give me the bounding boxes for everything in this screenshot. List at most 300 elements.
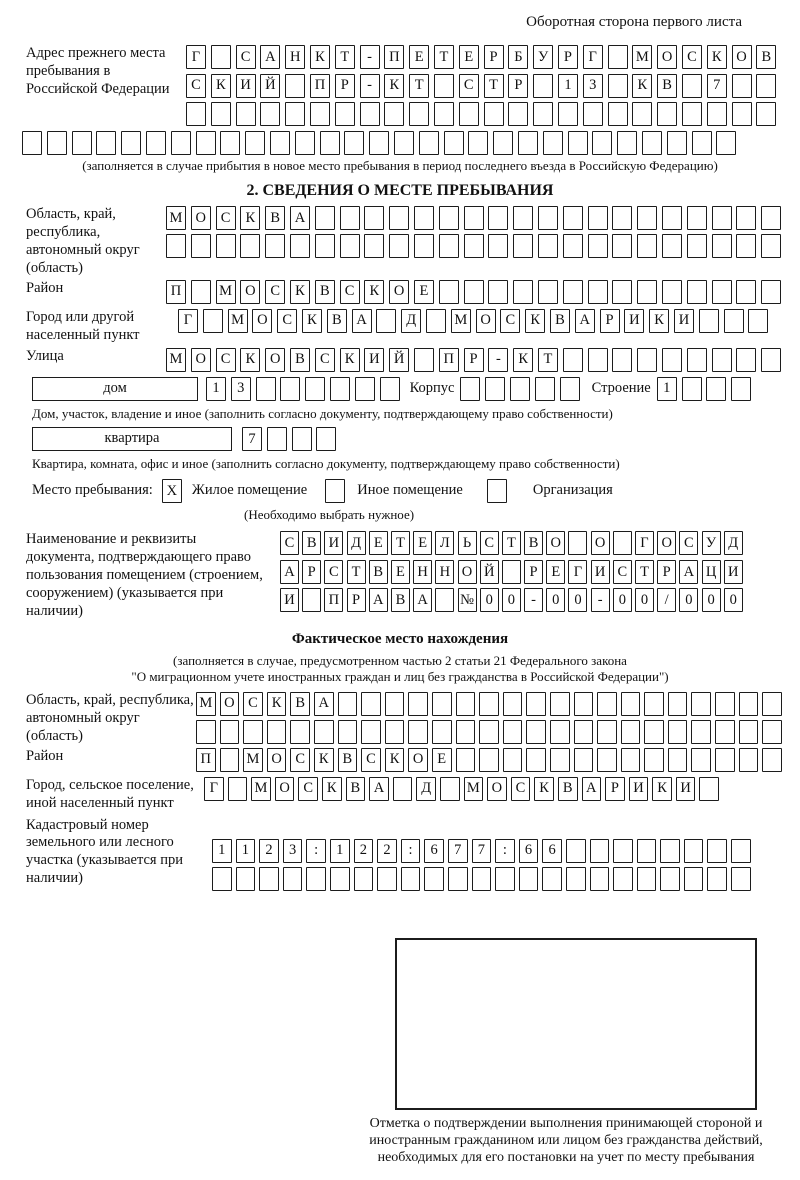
char-cell[interactable]: Р bbox=[484, 45, 504, 69]
char-cell[interactable]: 1 bbox=[236, 839, 256, 863]
char-cell[interactable] bbox=[558, 102, 578, 126]
char-cell[interactable] bbox=[191, 234, 211, 258]
char-cell[interactable]: Т bbox=[502, 531, 521, 555]
checkbox-other-premises[interactable] bbox=[325, 479, 345, 503]
char-cell[interactable] bbox=[243, 720, 263, 744]
char-cell[interactable]: В bbox=[346, 777, 366, 801]
char-cell[interactable]: К bbox=[267, 692, 287, 716]
char-cell[interactable] bbox=[503, 692, 523, 716]
char-cell[interactable] bbox=[47, 131, 67, 155]
char-cell[interactable]: К bbox=[707, 45, 727, 69]
char-cell[interactable]: О bbox=[732, 45, 752, 69]
char-cell[interactable]: А bbox=[290, 206, 310, 230]
char-cell[interactable] bbox=[644, 720, 664, 744]
char-cell[interactable]: А bbox=[369, 588, 388, 612]
char-cell[interactable]: Р bbox=[347, 588, 366, 612]
char-cell[interactable] bbox=[283, 867, 303, 891]
char-cell[interactable]: М bbox=[632, 45, 652, 69]
char-cell[interactable] bbox=[668, 720, 688, 744]
char-cell[interactable] bbox=[267, 427, 287, 451]
char-cell[interactable]: Т bbox=[635, 560, 654, 584]
char-cell[interactable]: Д bbox=[347, 531, 366, 555]
char-cell[interactable]: С bbox=[216, 206, 236, 230]
char-cell[interactable] bbox=[538, 234, 558, 258]
char-cell[interactable] bbox=[712, 206, 732, 230]
char-cell[interactable] bbox=[712, 234, 732, 258]
char-cell[interactable] bbox=[613, 867, 633, 891]
char-cell[interactable] bbox=[459, 102, 479, 126]
char-cell[interactable]: 0 bbox=[480, 588, 499, 612]
char-cell[interactable]: № bbox=[458, 588, 477, 612]
char-cell[interactable] bbox=[657, 102, 677, 126]
char-cell[interactable]: Е bbox=[409, 45, 429, 69]
char-cell[interactable] bbox=[533, 74, 553, 98]
char-cell[interactable]: 3 bbox=[283, 839, 303, 863]
char-cell[interactable] bbox=[732, 102, 752, 126]
char-cell[interactable]: 7 bbox=[472, 839, 492, 863]
char-cell[interactable] bbox=[295, 131, 315, 155]
char-cell[interactable]: У bbox=[533, 45, 553, 69]
char-cell[interactable] bbox=[684, 839, 704, 863]
char-cell[interactable]: И bbox=[364, 348, 384, 372]
char-cell[interactable]: С bbox=[500, 309, 520, 333]
char-cell[interactable] bbox=[712, 280, 732, 304]
char-cell[interactable]: 7 bbox=[242, 427, 262, 451]
char-cell[interactable] bbox=[394, 131, 414, 155]
char-cell[interactable] bbox=[621, 748, 641, 772]
char-cell[interactable] bbox=[464, 234, 484, 258]
char-cell[interactable]: - bbox=[591, 588, 610, 612]
char-cell[interactable]: Ь bbox=[458, 531, 477, 555]
char-cell[interactable] bbox=[285, 102, 305, 126]
char-cell[interactable] bbox=[563, 234, 583, 258]
char-cell[interactable]: П bbox=[196, 748, 216, 772]
char-cell[interactable] bbox=[389, 234, 409, 258]
char-cell[interactable]: 0 bbox=[702, 588, 721, 612]
char-cell[interactable]: В bbox=[391, 588, 410, 612]
char-cell[interactable] bbox=[637, 867, 657, 891]
char-cell[interactable] bbox=[280, 377, 300, 401]
char-cell[interactable]: И bbox=[324, 531, 343, 555]
char-cell[interactable] bbox=[434, 102, 454, 126]
char-cell[interactable] bbox=[260, 102, 280, 126]
char-cell[interactable] bbox=[588, 348, 608, 372]
char-cell[interactable] bbox=[662, 234, 682, 258]
char-cell[interactable] bbox=[340, 206, 360, 230]
char-cell[interactable]: М bbox=[216, 280, 236, 304]
char-cell[interactable] bbox=[439, 234, 459, 258]
char-cell[interactable] bbox=[191, 280, 211, 304]
char-cell[interactable] bbox=[691, 748, 711, 772]
char-cell[interactable]: С bbox=[216, 348, 236, 372]
char-cell[interactable]: С bbox=[459, 74, 479, 98]
char-cell[interactable] bbox=[488, 280, 508, 304]
char-cell[interactable] bbox=[220, 748, 240, 772]
char-cell[interactable]: А bbox=[679, 560, 698, 584]
char-cell[interactable] bbox=[756, 102, 776, 126]
char-cell[interactable] bbox=[668, 692, 688, 716]
char-cell[interactable]: Д bbox=[724, 531, 743, 555]
char-cell[interactable] bbox=[464, 206, 484, 230]
char-cell[interactable] bbox=[513, 234, 533, 258]
char-cell[interactable]: К bbox=[364, 280, 384, 304]
char-cell[interactable]: Д bbox=[401, 309, 421, 333]
char-cell[interactable] bbox=[526, 720, 546, 744]
house-type-box[interactable]: дом bbox=[32, 377, 198, 401]
char-cell[interactable] bbox=[682, 102, 702, 126]
char-cell[interactable]: 0 bbox=[546, 588, 565, 612]
char-cell[interactable] bbox=[667, 131, 687, 155]
char-cell[interactable]: 6 bbox=[542, 839, 562, 863]
char-cell[interactable]: Н bbox=[413, 560, 432, 584]
char-cell[interactable]: В bbox=[550, 309, 570, 333]
char-cell[interactable] bbox=[285, 74, 305, 98]
char-cell[interactable]: О bbox=[657, 531, 676, 555]
char-cell[interactable] bbox=[519, 867, 539, 891]
char-cell[interactable] bbox=[220, 720, 240, 744]
char-cell[interactable] bbox=[338, 720, 358, 744]
char-cell[interactable]: М bbox=[464, 777, 484, 801]
char-cell[interactable] bbox=[761, 206, 781, 230]
char-cell[interactable] bbox=[256, 377, 276, 401]
char-cell[interactable]: 0 bbox=[635, 588, 654, 612]
char-cell[interactable] bbox=[588, 280, 608, 304]
char-cell[interactable]: Г bbox=[204, 777, 224, 801]
char-cell[interactable] bbox=[401, 867, 421, 891]
char-cell[interactable] bbox=[543, 131, 563, 155]
char-cell[interactable]: К bbox=[649, 309, 669, 333]
char-cell[interactable] bbox=[563, 348, 583, 372]
char-cell[interactable]: К bbox=[240, 348, 260, 372]
char-cell[interactable] bbox=[574, 692, 594, 716]
char-cell[interactable]: В bbox=[657, 74, 677, 98]
char-cell[interactable] bbox=[692, 131, 712, 155]
char-cell[interactable]: К bbox=[211, 74, 231, 98]
char-cell[interactable] bbox=[409, 102, 429, 126]
char-cell[interactable] bbox=[566, 867, 586, 891]
char-cell[interactable]: В bbox=[302, 531, 321, 555]
char-cell[interactable]: М bbox=[243, 748, 263, 772]
char-cell[interactable] bbox=[691, 720, 711, 744]
char-cell[interactable] bbox=[259, 867, 279, 891]
char-cell[interactable] bbox=[637, 839, 657, 863]
char-cell[interactable]: : bbox=[306, 839, 326, 863]
char-cell[interactable]: Р bbox=[558, 45, 578, 69]
char-cell[interactable] bbox=[220, 131, 240, 155]
char-cell[interactable] bbox=[642, 131, 662, 155]
char-cell[interactable]: К bbox=[302, 309, 322, 333]
char-cell[interactable] bbox=[612, 206, 632, 230]
char-cell[interactable]: И bbox=[280, 588, 299, 612]
char-cell[interactable]: С bbox=[186, 74, 206, 98]
char-cell[interactable]: П bbox=[310, 74, 330, 98]
char-cell[interactable] bbox=[456, 692, 476, 716]
char-cell[interactable]: К bbox=[652, 777, 672, 801]
char-cell[interactable] bbox=[468, 131, 488, 155]
char-cell[interactable] bbox=[384, 102, 404, 126]
char-cell[interactable]: Е bbox=[414, 280, 434, 304]
char-cell[interactable]: И bbox=[674, 309, 694, 333]
char-cell[interactable]: Й bbox=[260, 74, 280, 98]
char-cell[interactable] bbox=[731, 377, 751, 401]
char-cell[interactable]: : bbox=[401, 839, 421, 863]
char-cell[interactable]: О bbox=[591, 531, 610, 555]
char-cell[interactable] bbox=[736, 280, 756, 304]
char-cell[interactable] bbox=[568, 531, 587, 555]
char-cell[interactable] bbox=[612, 280, 632, 304]
char-cell[interactable] bbox=[369, 131, 389, 155]
char-cell[interactable]: О bbox=[408, 748, 428, 772]
char-cell[interactable] bbox=[360, 102, 380, 126]
char-cell[interactable] bbox=[535, 377, 555, 401]
char-cell[interactable]: А bbox=[369, 777, 389, 801]
char-cell[interactable] bbox=[502, 560, 521, 584]
char-cell[interactable]: Т bbox=[434, 45, 454, 69]
char-cell[interactable] bbox=[662, 348, 682, 372]
char-cell[interactable] bbox=[472, 867, 492, 891]
char-cell[interactable] bbox=[660, 839, 680, 863]
char-cell[interactable] bbox=[662, 206, 682, 230]
char-cell[interactable]: Г bbox=[635, 531, 654, 555]
char-cell[interactable]: О bbox=[220, 692, 240, 716]
char-cell[interactable]: 1 bbox=[657, 377, 677, 401]
char-cell[interactable] bbox=[306, 867, 326, 891]
char-cell[interactable] bbox=[608, 74, 628, 98]
char-cell[interactable] bbox=[513, 206, 533, 230]
char-cell[interactable]: К bbox=[290, 280, 310, 304]
char-cell[interactable] bbox=[691, 692, 711, 716]
char-cell[interactable]: С bbox=[679, 531, 698, 555]
char-cell[interactable] bbox=[731, 839, 751, 863]
char-cell[interactable]: Р bbox=[657, 560, 676, 584]
char-cell[interactable]: А bbox=[582, 777, 602, 801]
char-cell[interactable] bbox=[290, 234, 310, 258]
char-cell[interactable] bbox=[265, 234, 285, 258]
char-cell[interactable]: И bbox=[624, 309, 644, 333]
char-cell[interactable] bbox=[699, 309, 719, 333]
char-cell[interactable]: В bbox=[338, 748, 358, 772]
char-cell[interactable]: 1 bbox=[212, 839, 232, 863]
char-cell[interactable] bbox=[376, 309, 396, 333]
char-cell[interactable]: К bbox=[534, 777, 554, 801]
char-cell[interactable]: О bbox=[265, 348, 285, 372]
char-cell[interactable] bbox=[479, 692, 499, 716]
char-cell[interactable] bbox=[419, 131, 439, 155]
char-cell[interactable]: 2 bbox=[377, 839, 397, 863]
char-cell[interactable] bbox=[637, 206, 657, 230]
char-cell[interactable]: Т bbox=[335, 45, 355, 69]
char-cell[interactable]: 2 bbox=[354, 839, 374, 863]
char-cell[interactable] bbox=[361, 692, 381, 716]
char-cell[interactable] bbox=[267, 720, 287, 744]
char-cell[interactable] bbox=[171, 131, 191, 155]
char-cell[interactable] bbox=[493, 131, 513, 155]
char-cell[interactable]: К bbox=[513, 348, 533, 372]
char-cell[interactable]: В bbox=[265, 206, 285, 230]
char-cell[interactable] bbox=[245, 131, 265, 155]
char-cell[interactable] bbox=[707, 867, 727, 891]
char-cell[interactable]: Е bbox=[391, 560, 410, 584]
char-cell[interactable]: О bbox=[389, 280, 409, 304]
char-cell[interactable] bbox=[574, 748, 594, 772]
char-cell[interactable] bbox=[479, 720, 499, 744]
char-cell[interactable] bbox=[389, 206, 409, 230]
char-cell[interactable]: А bbox=[352, 309, 372, 333]
char-cell[interactable] bbox=[240, 234, 260, 258]
char-cell[interactable]: 6 bbox=[424, 839, 444, 863]
char-cell[interactable]: Т bbox=[484, 74, 504, 98]
char-cell[interactable] bbox=[644, 748, 664, 772]
char-cell[interactable] bbox=[305, 377, 325, 401]
char-cell[interactable]: 0 bbox=[679, 588, 698, 612]
char-cell[interactable] bbox=[211, 102, 231, 126]
char-cell[interactable] bbox=[617, 131, 637, 155]
char-cell[interactable] bbox=[739, 748, 759, 772]
char-cell[interactable] bbox=[621, 720, 641, 744]
char-cell[interactable]: И bbox=[629, 777, 649, 801]
char-cell[interactable]: 3 bbox=[583, 74, 603, 98]
char-cell[interactable]: И bbox=[676, 777, 696, 801]
char-cell[interactable]: П bbox=[166, 280, 186, 304]
char-cell[interactable]: / bbox=[657, 588, 676, 612]
char-cell[interactable] bbox=[503, 720, 523, 744]
char-cell[interactable] bbox=[597, 748, 617, 772]
char-cell[interactable] bbox=[538, 206, 558, 230]
char-cell[interactable] bbox=[756, 74, 776, 98]
char-cell[interactable] bbox=[668, 748, 688, 772]
char-cell[interactable] bbox=[96, 131, 116, 155]
char-cell[interactable]: С bbox=[480, 531, 499, 555]
char-cell[interactable] bbox=[550, 748, 570, 772]
char-cell[interactable] bbox=[196, 131, 216, 155]
char-cell[interactable]: С bbox=[511, 777, 531, 801]
char-cell[interactable] bbox=[377, 867, 397, 891]
char-cell[interactable] bbox=[731, 867, 751, 891]
char-cell[interactable]: Р bbox=[605, 777, 625, 801]
char-cell[interactable]: С bbox=[277, 309, 297, 333]
char-cell[interactable] bbox=[236, 867, 256, 891]
char-cell[interactable] bbox=[302, 588, 321, 612]
char-cell[interactable] bbox=[434, 74, 454, 98]
char-cell[interactable] bbox=[590, 839, 610, 863]
char-cell[interactable] bbox=[479, 748, 499, 772]
char-cell[interactable] bbox=[762, 748, 782, 772]
char-cell[interactable] bbox=[270, 131, 290, 155]
char-cell[interactable] bbox=[563, 206, 583, 230]
char-cell[interactable]: В bbox=[369, 560, 388, 584]
char-cell[interactable]: 0 bbox=[568, 588, 587, 612]
apartment-type-box[interactable]: квартира bbox=[32, 427, 232, 451]
char-cell[interactable] bbox=[736, 348, 756, 372]
char-cell[interactable] bbox=[566, 839, 586, 863]
char-cell[interactable]: А bbox=[314, 692, 334, 716]
char-cell[interactable] bbox=[550, 720, 570, 744]
char-cell[interactable] bbox=[435, 588, 454, 612]
char-cell[interactable]: Г bbox=[568, 560, 587, 584]
checkbox-organization[interactable] bbox=[487, 479, 507, 503]
char-cell[interactable]: В bbox=[315, 280, 335, 304]
char-cell[interactable] bbox=[583, 102, 603, 126]
char-cell[interactable]: О bbox=[191, 206, 211, 230]
char-cell[interactable] bbox=[563, 280, 583, 304]
char-cell[interactable] bbox=[513, 280, 533, 304]
char-cell[interactable]: 7 bbox=[707, 74, 727, 98]
char-cell[interactable] bbox=[588, 206, 608, 230]
char-cell[interactable] bbox=[510, 377, 530, 401]
char-cell[interactable]: 1 bbox=[558, 74, 578, 98]
char-cell[interactable]: Р bbox=[464, 348, 484, 372]
char-cell[interactable]: А bbox=[280, 560, 299, 584]
char-cell[interactable] bbox=[314, 720, 334, 744]
char-cell[interactable]: Т bbox=[391, 531, 410, 555]
char-cell[interactable]: Е bbox=[413, 531, 432, 555]
char-cell[interactable] bbox=[292, 427, 312, 451]
char-cell[interactable]: С bbox=[298, 777, 318, 801]
char-cell[interactable]: Г bbox=[178, 309, 198, 333]
char-cell[interactable] bbox=[588, 234, 608, 258]
char-cell[interactable]: 1 bbox=[206, 377, 226, 401]
char-cell[interactable] bbox=[440, 777, 460, 801]
char-cell[interactable]: К bbox=[385, 748, 405, 772]
char-cell[interactable] bbox=[612, 234, 632, 258]
char-cell[interactable] bbox=[316, 427, 336, 451]
char-cell[interactable] bbox=[320, 131, 340, 155]
char-cell[interactable] bbox=[526, 692, 546, 716]
char-cell[interactable] bbox=[146, 131, 166, 155]
char-cell[interactable] bbox=[762, 692, 782, 716]
char-cell[interactable]: М bbox=[166, 206, 186, 230]
char-cell[interactable] bbox=[706, 377, 726, 401]
char-cell[interactable] bbox=[687, 234, 707, 258]
char-cell[interactable] bbox=[310, 102, 330, 126]
char-cell[interactable] bbox=[592, 131, 612, 155]
char-cell[interactable] bbox=[385, 692, 405, 716]
char-cell[interactable]: П bbox=[384, 45, 404, 69]
char-cell[interactable] bbox=[612, 348, 632, 372]
char-cell[interactable]: О bbox=[546, 531, 565, 555]
char-cell[interactable]: К bbox=[632, 74, 652, 98]
char-cell[interactable]: Р bbox=[302, 560, 321, 584]
char-cell[interactable] bbox=[196, 720, 216, 744]
char-cell[interactable]: У bbox=[702, 531, 721, 555]
char-cell[interactable] bbox=[590, 867, 610, 891]
char-cell[interactable]: С bbox=[243, 692, 263, 716]
char-cell[interactable] bbox=[716, 131, 736, 155]
char-cell[interactable] bbox=[518, 131, 538, 155]
char-cell[interactable]: Р bbox=[508, 74, 528, 98]
char-cell[interactable]: М bbox=[451, 309, 471, 333]
char-cell[interactable] bbox=[724, 309, 744, 333]
char-cell[interactable]: О bbox=[252, 309, 272, 333]
char-cell[interactable] bbox=[526, 748, 546, 772]
char-cell[interactable] bbox=[748, 309, 768, 333]
char-cell[interactable] bbox=[444, 131, 464, 155]
char-cell[interactable]: 1 bbox=[330, 839, 350, 863]
char-cell[interactable]: С bbox=[613, 560, 632, 584]
char-cell[interactable] bbox=[354, 867, 374, 891]
char-cell[interactable] bbox=[485, 377, 505, 401]
char-cell[interactable]: 0 bbox=[502, 588, 521, 612]
char-cell[interactable] bbox=[682, 377, 702, 401]
char-cell[interactable]: - bbox=[360, 74, 380, 98]
char-cell[interactable] bbox=[290, 720, 310, 744]
char-cell[interactable]: Д bbox=[416, 777, 436, 801]
char-cell[interactable] bbox=[761, 234, 781, 258]
char-cell[interactable]: О bbox=[476, 309, 496, 333]
char-cell[interactable] bbox=[355, 377, 375, 401]
char-cell[interactable]: 0 bbox=[724, 588, 743, 612]
char-cell[interactable] bbox=[568, 131, 588, 155]
